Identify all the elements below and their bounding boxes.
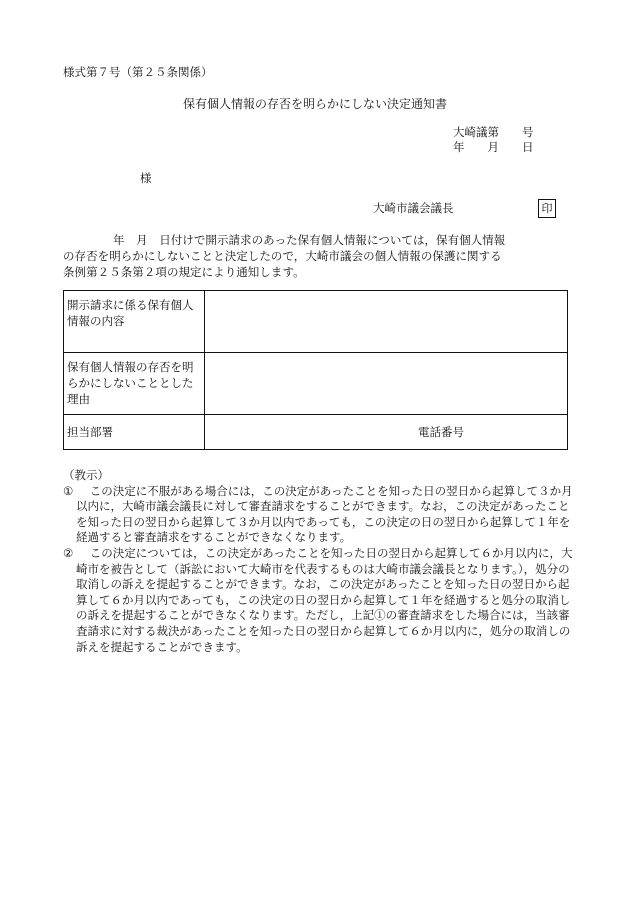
body-line-3: 条例第２５条第２項の規定により通知します。 — [63, 265, 305, 279]
label-reason: 保有個人情報の存否を明らかにしないこととした理由 — [64, 353, 205, 415]
note-text: この決定に不服がある場合には，この決定があったことを知った日の翌日から起算して３か月以内に，大崎市議会議長に対して審査請求をすることができます。なお，この決定があったことを知った日の翌日から起算して３か月以内であっても，この決定の日の翌日から起算して１年を経過すると審査請求をすることができなくなります。 — [76, 483, 573, 545]
instructions-section — [63, 468, 575, 655]
document-number: 大崎議第 号 — [453, 125, 534, 139]
body-line-2: の存否を明らかにしないことと決定したので，大崎市議会の個人情報の保護に関する — [63, 249, 502, 263]
phone-label: 電話番号 — [418, 425, 464, 439]
note-item — [63, 546, 575, 655]
note-mark: ② — [63, 545, 74, 560]
note-text: この決定については，この決定があったことを知った日の翌日から起算して６か月以内に，大崎市を被告として（訴訟において大崎市を代表するものは大崎市議会議長となります。），処分の取消しの訴えを提起することができます。なお，この決定があったことを知った日の翌日から起算して６か月以内であっても，この決定の日の翌日から起算して１年を経過すると処分の取消しの訴えを提起することができなくなります。ただし，上記①の審査請求をした場合には，当該審査請求に対する裁決があったことを知った日の翌日から起算して６か月以内に，処分の取消しの訴えを提起することができます。 — [76, 545, 573, 654]
value-reason — [205, 353, 568, 415]
sender: 大崎市議会議長 — [373, 201, 454, 215]
body-line-1 — [63, 232, 573, 248]
page-title: 保有個人情報の存否を明らかにしない決定通知書 — [182, 97, 447, 111]
table-row-department — [64, 415, 568, 450]
addressee: 様 — [140, 171, 152, 185]
value-request-content — [205, 291, 568, 353]
info-table — [63, 290, 568, 450]
table-row-reason — [64, 353, 568, 415]
body-text — [63, 232, 573, 280]
table-row-content — [64, 291, 568, 353]
label-request-content: 開示請求に係る保有個人情報の内容 — [64, 291, 205, 353]
label-department: 担当部署 — [64, 415, 205, 450]
note-item — [63, 484, 575, 546]
value-department — [205, 415, 568, 450]
note-mark: ① — [63, 483, 74, 498]
document-date: 年 月 日 — [453, 140, 534, 154]
form-label: 様式第７号（第２５条関係） — [63, 65, 213, 79]
seal-mark: 印 — [538, 199, 556, 218]
body-line-1-text: 年 月 日付けで開示請求のあった保有個人情報については，保有個人情報 — [113, 233, 506, 247]
instructions-heading: （教示） — [63, 468, 109, 482]
